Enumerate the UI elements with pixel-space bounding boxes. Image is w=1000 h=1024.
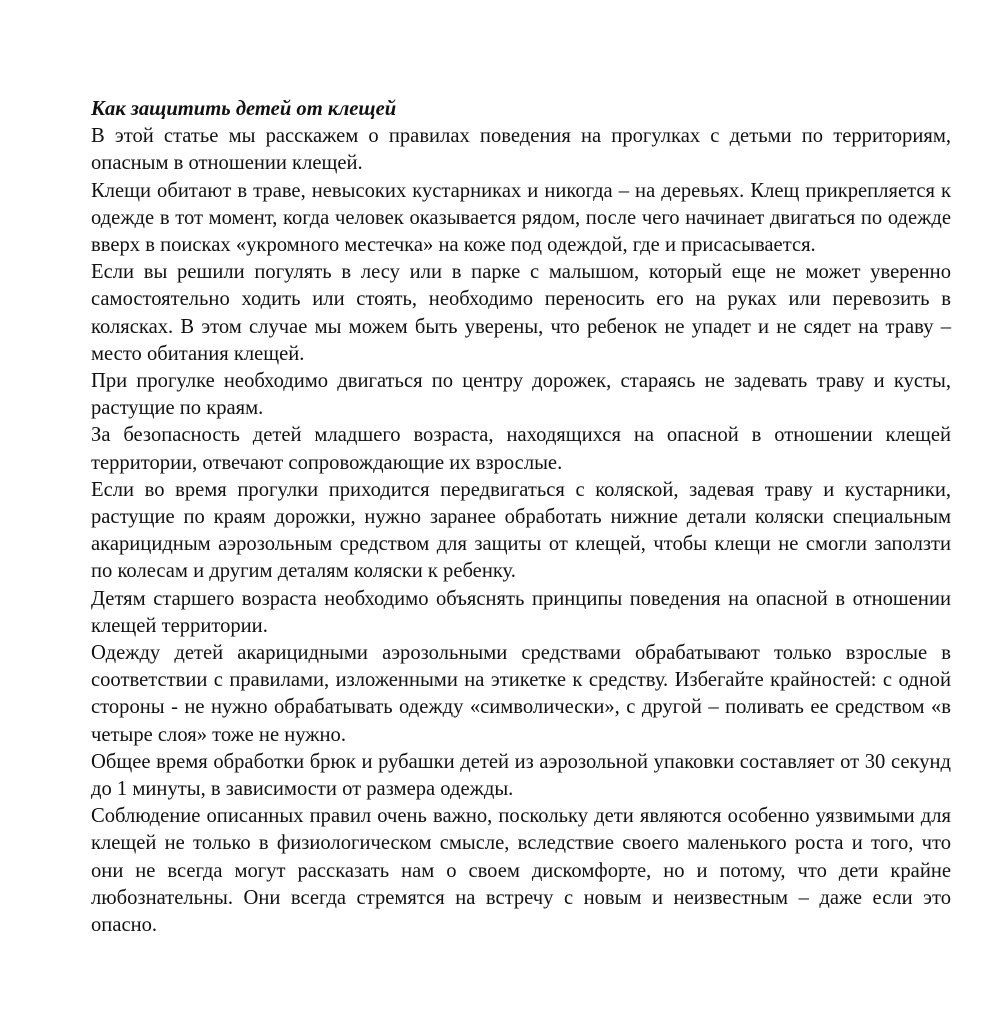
paragraph-path-center: При прогулке необходимо двигаться по центру дорожек, стараясь не задевать траву и кусты, растущие по краям.	[91, 370, 951, 420]
paragraph-conclusion: Соблюдение описанных правил очень важно, поскольку дети являются особенно уязвимыми для клещей не только в физиологическом смысле, вследствие своего маленького роста и того, что они не всегда могут рассказать нам о своем дискомфорте, но и потому, что дети крайне любознательны. Они всегда стремятся на встречу с новым и неизвестным – даже если это опасно.	[91, 805, 951, 937]
document-page	[91, 96, 951, 939]
paragraph-habitat: Клещи обитают в траве, невысоких кустарниках и никогда – на деревьях. Клещ прикрепляется к одежде в тот момент, когда человек оказывается рядом, после чего начинает двигаться по одежде вверх в поисках «укромного местечка» на коже под одеждой, где и присасывается.	[91, 179, 951, 257]
article-title: Как защитить детей от клещей	[91, 98, 397, 120]
paragraph-toddlers: Если вы решили погулять в лесу или в парке с малышом, который еще не может уверенно самостоятельно ходить или стоять, необходимо переносить его на руках или перевозить в колясках. В этом случае мы можем быть уверены, что ребенок не упадет и не сядет на траву – место обитания клещей.	[91, 261, 951, 365]
paragraph-treatment-time: Общее время обработки брюк и рубашки детей из аэрозольной упаковки составляет от 30 секунд до 1 минуты, в зависимости от размера одежды.	[91, 750, 951, 801]
paragraph-older-children: Детям старшего возраста необходимо объяснять принципы поведения на опасной в отношении клещей территории.	[91, 587, 951, 637]
paragraph-stroller-treatment: Если во время прогулки приходится передвигаться с коляской, задевая траву и кустарники, растущие по краям дорожки, нужно заранее обработать нижние детали коляски специальным акарицидным аэрозольным средством для защиты от клещей, чтобы клещи не смогли заползти по колесам и другим деталям коляски к ребенку.	[91, 478, 951, 583]
paragraph-clothing-treatment: Одежду детей акарицидными аэрозольными средствами обрабатывают только взрослые в соответствии с правилами, изложенными на этикетке к средству. Избегайте крайностей: с одной стороны - не нужно обрабатывать одежду «символически», с другой – поливать ее средством «в четыре слоя» тоже не нужно.	[91, 642, 951, 746]
paragraph-adult-responsibility: За безопасность детей младшего возраста, находящихся на опасной в отношении клещей территории, отвечают сопровождающие их взрослые.	[91, 424, 951, 474]
paragraph-intro: В этой статье мы расскажем о правилах поведения на прогулках с детьми по территориям, опасным в отношении клещей.	[91, 125, 951, 175]
